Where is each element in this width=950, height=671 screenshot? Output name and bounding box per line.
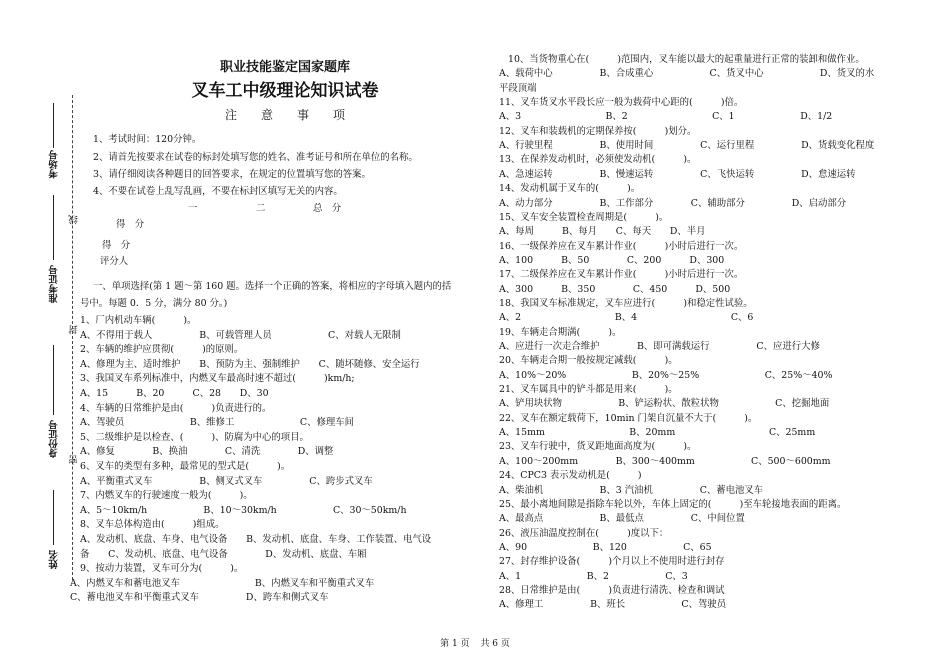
right-question-line: A、应进行一次走合维护 B、即可满载运行 C、应进行大修 (499, 341, 820, 352)
right-question-line: A、行驶里程 B、使用时间 C、运行里程 D、货载变化程度 (499, 140, 875, 152)
right-question-line: A、3 B、2 C、1 D、1/2 (499, 111, 833, 123)
left-question-line: 4、车辆的日常维护是由( )负责进行的。 (80, 402, 272, 414)
notice-1: 1、考试时间：120分钟。 (93, 134, 202, 145)
left-question-line: A、驾驶员 B、维修工 C、修理车间 (80, 417, 354, 429)
left-question-line: 备 C、发动机、底盘、电气设备 D、发动机、底盘、车厢 (80, 548, 367, 560)
right-question-line: A、载荷中心 B、合成重心 C、货叉中心 D、货叉的水 (499, 68, 875, 80)
right-question-line: A、铲用块状物 B、铲运粉状、散粒状物 C、挖掘地面 (499, 398, 830, 410)
right-question-line: A、100～200mm B、300～400mm C、500～600mm (499, 455, 831, 467)
name-blank (53, 490, 54, 545)
id-no-blank (53, 345, 54, 415)
right-question-line: A、300 B、350 C、450 D、500 (499, 283, 731, 295)
left-question-line: 9、按动力装置，叉车可分为( )。 (80, 563, 244, 575)
seal-mark-feng: 封 (69, 325, 80, 335)
right-question-line: 13、在保养发动机时，必须使发动机( )。 (499, 154, 697, 166)
left-question-line: 6、叉车的类型有多种，最常见的型式是( )。 (80, 461, 291, 472)
right-question-line: A、修理工 B、班长 C、驾驶员 (499, 599, 727, 611)
left-question-line: 5、二级维护是以检查、( )、防腐为中心的项目。 (80, 431, 309, 443)
left-question-line: A、5～10km/h B、10～30km/h C、30～50km/h (80, 504, 407, 516)
right-question-line: 15、叉车安全装置检查周期是( )。 (499, 211, 669, 223)
left-question-line: A、修理为主、适时维护 B、预防为主、强制维护 C、随坏随修、安全运行 (80, 358, 420, 370)
right-question-line: A、柴油机 B、3 汽油机 C、蓄电池叉车 (499, 484, 764, 496)
id-no-label: 身份证号 (49, 420, 60, 458)
seal-line (72, 95, 73, 580)
left-question-line: A、发动机、底盘、车身、电气设备 B、发动机、底盘、车身、工作装置、电气设 (80, 534, 432, 545)
section-intro-1: 一、单项选择(第 1 题～第 160 题。选择一个正确的答案，将相应的字母填入题内的括 (93, 281, 452, 292)
right-question-line: A、1 B、2 C、3 (499, 570, 688, 582)
right-question-line: A、急速运转 B、慢速运转 C、飞快运转 D、怠速运转 (499, 168, 856, 180)
exam-room-blank (53, 103, 54, 148)
right-question-line: 26、液压油温度控制在( )度以下： (499, 527, 669, 539)
right-question-line: A、15mm B、20mm C、25mm (499, 427, 816, 439)
right-question-line: A、每周 B、每月 C、每天 D、半月 (499, 226, 706, 238)
right-question-line: 20、车辆走合期一般按规定减载( )。 (499, 355, 678, 367)
right-question-line: 17、二级保养应在叉车累计作业( )小时后进行一次。 (499, 269, 744, 281)
right-question-line: 平段顶端 (499, 82, 537, 94)
right-question-line: A、动力部分 B、工作部分 C、辅助部分 D、启动部分 (499, 197, 847, 209)
right-question-line: A、2 B、4 C、6 (499, 312, 754, 324)
exam-title: 叉车工中级理论知识试卷 (191, 81, 379, 101)
section-intro-2: 号中。每题 0．5 分，满分 80 分。) (80, 298, 228, 309)
left-question-line: 8、叉车总体构造由( )组成。 (80, 519, 225, 531)
cert-no-label: 准考证号 (49, 265, 60, 303)
score-row-label: 得 分 (116, 219, 145, 230)
right-question-line: 19、车辆走合期满( )。 (499, 326, 622, 338)
right-question-line: 25、最小离地间隙是指除车轮以外，车体上固定的( )至车轮接地表面的距离。 (499, 498, 847, 510)
notice-title: 注 意 事 项 (224, 108, 345, 122)
right-question-line: 10、当货物重心在( )范围内，叉车能以最大的起重量进行正常的装卸和做作业。 (508, 54, 865, 65)
left-question-line: A、不得用于载人 B、可载管理人员 C、对载人无限制 (80, 329, 401, 341)
left-question-line: A、15 B、20 C、28 D、30 (80, 388, 269, 399)
left-question-line: C、蓄电池叉车和平衡重式叉车 D、跨车和侧式叉车 (70, 592, 329, 604)
right-question-line: 27、封存维护设备( )个月以上不使用时进行封存 (499, 556, 725, 568)
page-number: 第 1 页 (440, 639, 470, 649)
seal-mark-xian: 线 (69, 215, 80, 225)
notice-2: 2、请首先按要求在试卷的标封处填写您的姓名、准考证号和所在单位的名称。 (93, 152, 418, 163)
exam-room-label: 考场号 (49, 150, 60, 179)
cert-no-blank (53, 195, 54, 260)
right-question-line: 12、叉车和装载机的定期保养按( )划分。 (499, 125, 697, 137)
bank-title: 职业技能鉴定国家题库 (219, 60, 350, 75)
right-question-line: 16、一级保养应在叉车累计作业( )小时后进行一次。 (499, 240, 744, 252)
notice-4: 4、不要在试卷上乱写乱画，不要在标封区填写无关的内容。 (93, 186, 343, 197)
right-question-line: 23、叉车行驶中，货叉距地面高度为( )。 (499, 441, 697, 453)
left-question-line: A、修复 B、换油 C、清洗 D、调整 (80, 446, 334, 458)
left-question-line: 7、内燃叉车的行驶速度一般为( )。 (80, 490, 253, 502)
right-question-line: 18、我国叉车标准规定，叉车应进行( )和稳定性试验。 (499, 297, 753, 309)
right-question-line: A、100 B、50 C、200 D、300 (499, 254, 725, 266)
right-question-line: 28、日常维护是由( )负责进行清洗、检查和调试 (499, 584, 725, 596)
page-footer (0, 636, 950, 649)
name-label: 姓名 (49, 550, 60, 569)
left-question-line: 2、车辆的维护应贯彻( )的原则。 (80, 344, 244, 356)
score-label-2: 得 分 (102, 240, 131, 251)
score-col-total: 总 分 (313, 203, 342, 214)
notice-3: 3、请仔细阅读各种题目的回答要求，在规定的位置填写您的答案。 (93, 169, 371, 180)
right-question-line: 22、叉车在额定载荷下，10min 门架自沉量不大于( )。 (499, 412, 758, 424)
right-question-line: 24、CPC3 表示发动机是( ) (499, 470, 642, 482)
left-question-line: A、平衡重式叉车 B、侧叉式叉车 C、跨步式叉车 (80, 475, 373, 487)
left-question-line: 1、厂内机动车辆( )。 (80, 315, 197, 326)
grader-label: 评分人 (100, 256, 129, 267)
left-question-line: 3、我国叉车系列标准中，内燃叉车最高时速不超过( )km/h; (80, 373, 355, 385)
right-question-line: A、最高点 B、最低点 C、中间位置 (499, 513, 745, 525)
page-total: 共 6 页 (480, 639, 510, 649)
score-col-1: 一 (188, 203, 198, 214)
seal-mark-mi: 密 (69, 455, 80, 465)
left-question-line: A、内燃叉车和蓄电池叉车 B、内燃叉车和平衡重式叉车 (70, 577, 375, 589)
right-question-line: 14、发动机属于叉车的( )。 (499, 183, 641, 195)
right-question-line: A、10%～20% B、20%～25% C、25%～40% (499, 369, 833, 381)
right-question-line: A、90 B、120 C、65 (499, 541, 712, 553)
right-question-line: 21、叉车属具中的铲斗都是用来( )。 (499, 384, 678, 396)
right-question-line: 11、叉车货叉水平段长应一般为载荷中心距的( )倍。 (499, 97, 744, 109)
score-col-2: 二 (256, 203, 266, 214)
